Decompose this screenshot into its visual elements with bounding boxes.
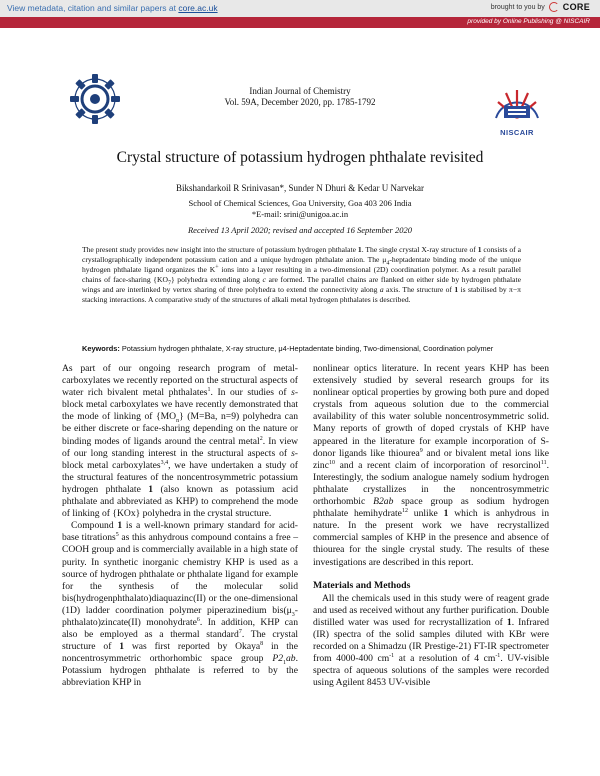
paper-authors: Bikshandarkoil R Srinivasan*, Sunder N Dhuri & Kedar U Narvekar — [176, 183, 424, 193]
provided-by-text: provided by Online Publishing @ NISCAIR — [467, 18, 590, 25]
corresponding-email[interactable]: *E-mail: srini@unigoa.ac.in — [251, 209, 349, 219]
core-label: CORE — [562, 2, 590, 12]
paragraph: As part of our ongoing research program of metal-carboxylates we recently reported on the structural aspects of water rich bivalent metal phthalates$^1$. In our studies of s-block metal carboxylates we have recently demonstrated that the mode of linking of $\{MO_n\}$ (M=Ba, n=9) polyhedra can be either discrete or face-sharing depending on the nature or binding modes of ligands around the central metal$^2$. In view of our long standing interest in the structural aspects of s-block metal carboxylates$^{3,4}$, we have undertaken a study of the structural features of the noncentrosymmetric potassium hydrogen phthalate 1 (also known as potassium acid phthalate and abbreviated as KHP) to comprehend the mode of linking of {KOx} polyhedra in the crystal structure. — [62, 363, 299, 520]
core-logo-icon — [549, 2, 559, 12]
paragraph: All the chemicals used in this study were of reagent grade and used as received without any further purification. Double distilled water was used for recrystallization of 1. Infrared (IR) spectra of the solid samples diluted with KBr were recorded on a Shimadzu (IR Prestige-21) FT-IR spectrometer from 4000-400 $cm^{-1}$ at a resolution of 4 $cm^{-1}$. UV-visible spectra of aqueous solutions of the samples were recorded using Agilent 8453 UV-visible — [313, 592, 550, 689]
core-banner — [0, 0, 600, 17]
paper-title: Crystal structure of potassium hydrogen phthalate revisited — [116, 149, 484, 166]
journal-volume: Vol. 59A, December 2020, pp. 1785-1792 — [224, 97, 376, 107]
received-dates: Received 13 April 2020; revised and accepted 16 September 2020 — [187, 225, 412, 235]
paragraph: Compound 1 is a well-known primary standard for acid-base titrations$^5$ as this anhydrous compound contains a free –COOH group and is commercially available in a high state of purity. In synthetic inorganic chemistry KHP is used as a source of hydrogen phthalate or phthalate ligand for example for the synthesis of the molecular solid bis(hydrogenphthalato)diaquazinc(II) or the one-dimensional (1D) ladder coordination polymer piperazinedium $bis(\mu_3-phthalato)zincate(II)$ monohydrate$^6$. In addition, KHP can also be employed as a thermal standard$^7$. The crystal structure of 1 was first reported by Okaya$^8$ in the noncentrosymmetric orthorhombic space group $P2_1ab$. Potassium hydrogen phthalate is referred to by the abbreviation KHP in — [62, 520, 298, 689]
affiliation-line: School of Chemical Sciences, Goa University, Goa 403 206 India — [188, 198, 412, 208]
journal-name: Indian Journal of Chemistry — [249, 86, 351, 96]
brought-by-text: brought to you by — [490, 3, 545, 11]
body-column-right — [313, 363, 549, 689]
keywords-label: Keywords: — [82, 344, 120, 353]
core-brand[interactable] — [491, 2, 590, 12]
provider-banner — [0, 17, 600, 28]
metadata-text: View metadata, citation and similar papers at — [7, 3, 179, 13]
paper-affiliation — [0, 198, 600, 220]
keywords-text: Potassium hydrogen phthalate, X-ray structure, μ4-Heptadentate binding, Two-dimensional, Coordination polymer — [119, 344, 494, 353]
metadata-notice[interactable] — [7, 3, 218, 13]
abstract: The present study provides new insight into the structure of potassium hydrogen phthalate 1. The single crystal X-ray structure of 1 consists of a crystallographically independent potassium cation and a unique hydrogen phthalate anion. The $\mu_4$-heptadentate binding mode of the unique hydrogen phthalate ligand organizes the K+ ions into a layer resulting in a two-dimensional (2D) coordination polymer. As a result parallel chains of face-sharing $\{KO_7\}$ polyhedra extending along c are formed. The parallel chains are flanked on either side by hydrogen phthalate wings and are interlinked by vertex sharing of three polyhedra to extend the connectivity along a axis. The structure of 1 is stabilised by π−π stacking interactions. A comparative study of the structures of alkali metal hydrogen phthalates is described. — [82, 245, 522, 304]
journal-info — [0, 86, 600, 108]
paragraph: nonlinear optics literature. In recent years KHP has been extensively studied by several research groups for its nonlinear optical properties by growing both pure and doped crystals from aqueous solution due to the commercial availability of this water soluble noncentrosymmetric solid. Many reports of growth of doped crystals of KHP have appeared in the literature for example incorporation of S-donor ligands like thiourea$^9$ and or bivalent metal ions like zinc$^{10}$ and a recent claim of incorporation of resorcinol$^{11}$. Interestingly, the sodium analogue namely sodium hydrogen phthalate crystallizes in the noncentrosymmetric orthorhombic B2ab space group as sodium hydrogen phthalate hemihydrate$^{12}$ unlike 1 which is anhydrous in nature. In the present work we have recrystallized commercial samples of KHP in the presence and absence of thiourea for the single crystal study. The results of these investigations are described in this report. — [313, 363, 550, 568]
keywords — [82, 344, 522, 353]
body-column-left — [62, 363, 298, 690]
niscair-label: NISCAIR — [500, 128, 534, 137]
section-heading: Materials and Methods — [313, 579, 411, 591]
core-link[interactable]: core.ac.uk — [178, 3, 218, 13]
